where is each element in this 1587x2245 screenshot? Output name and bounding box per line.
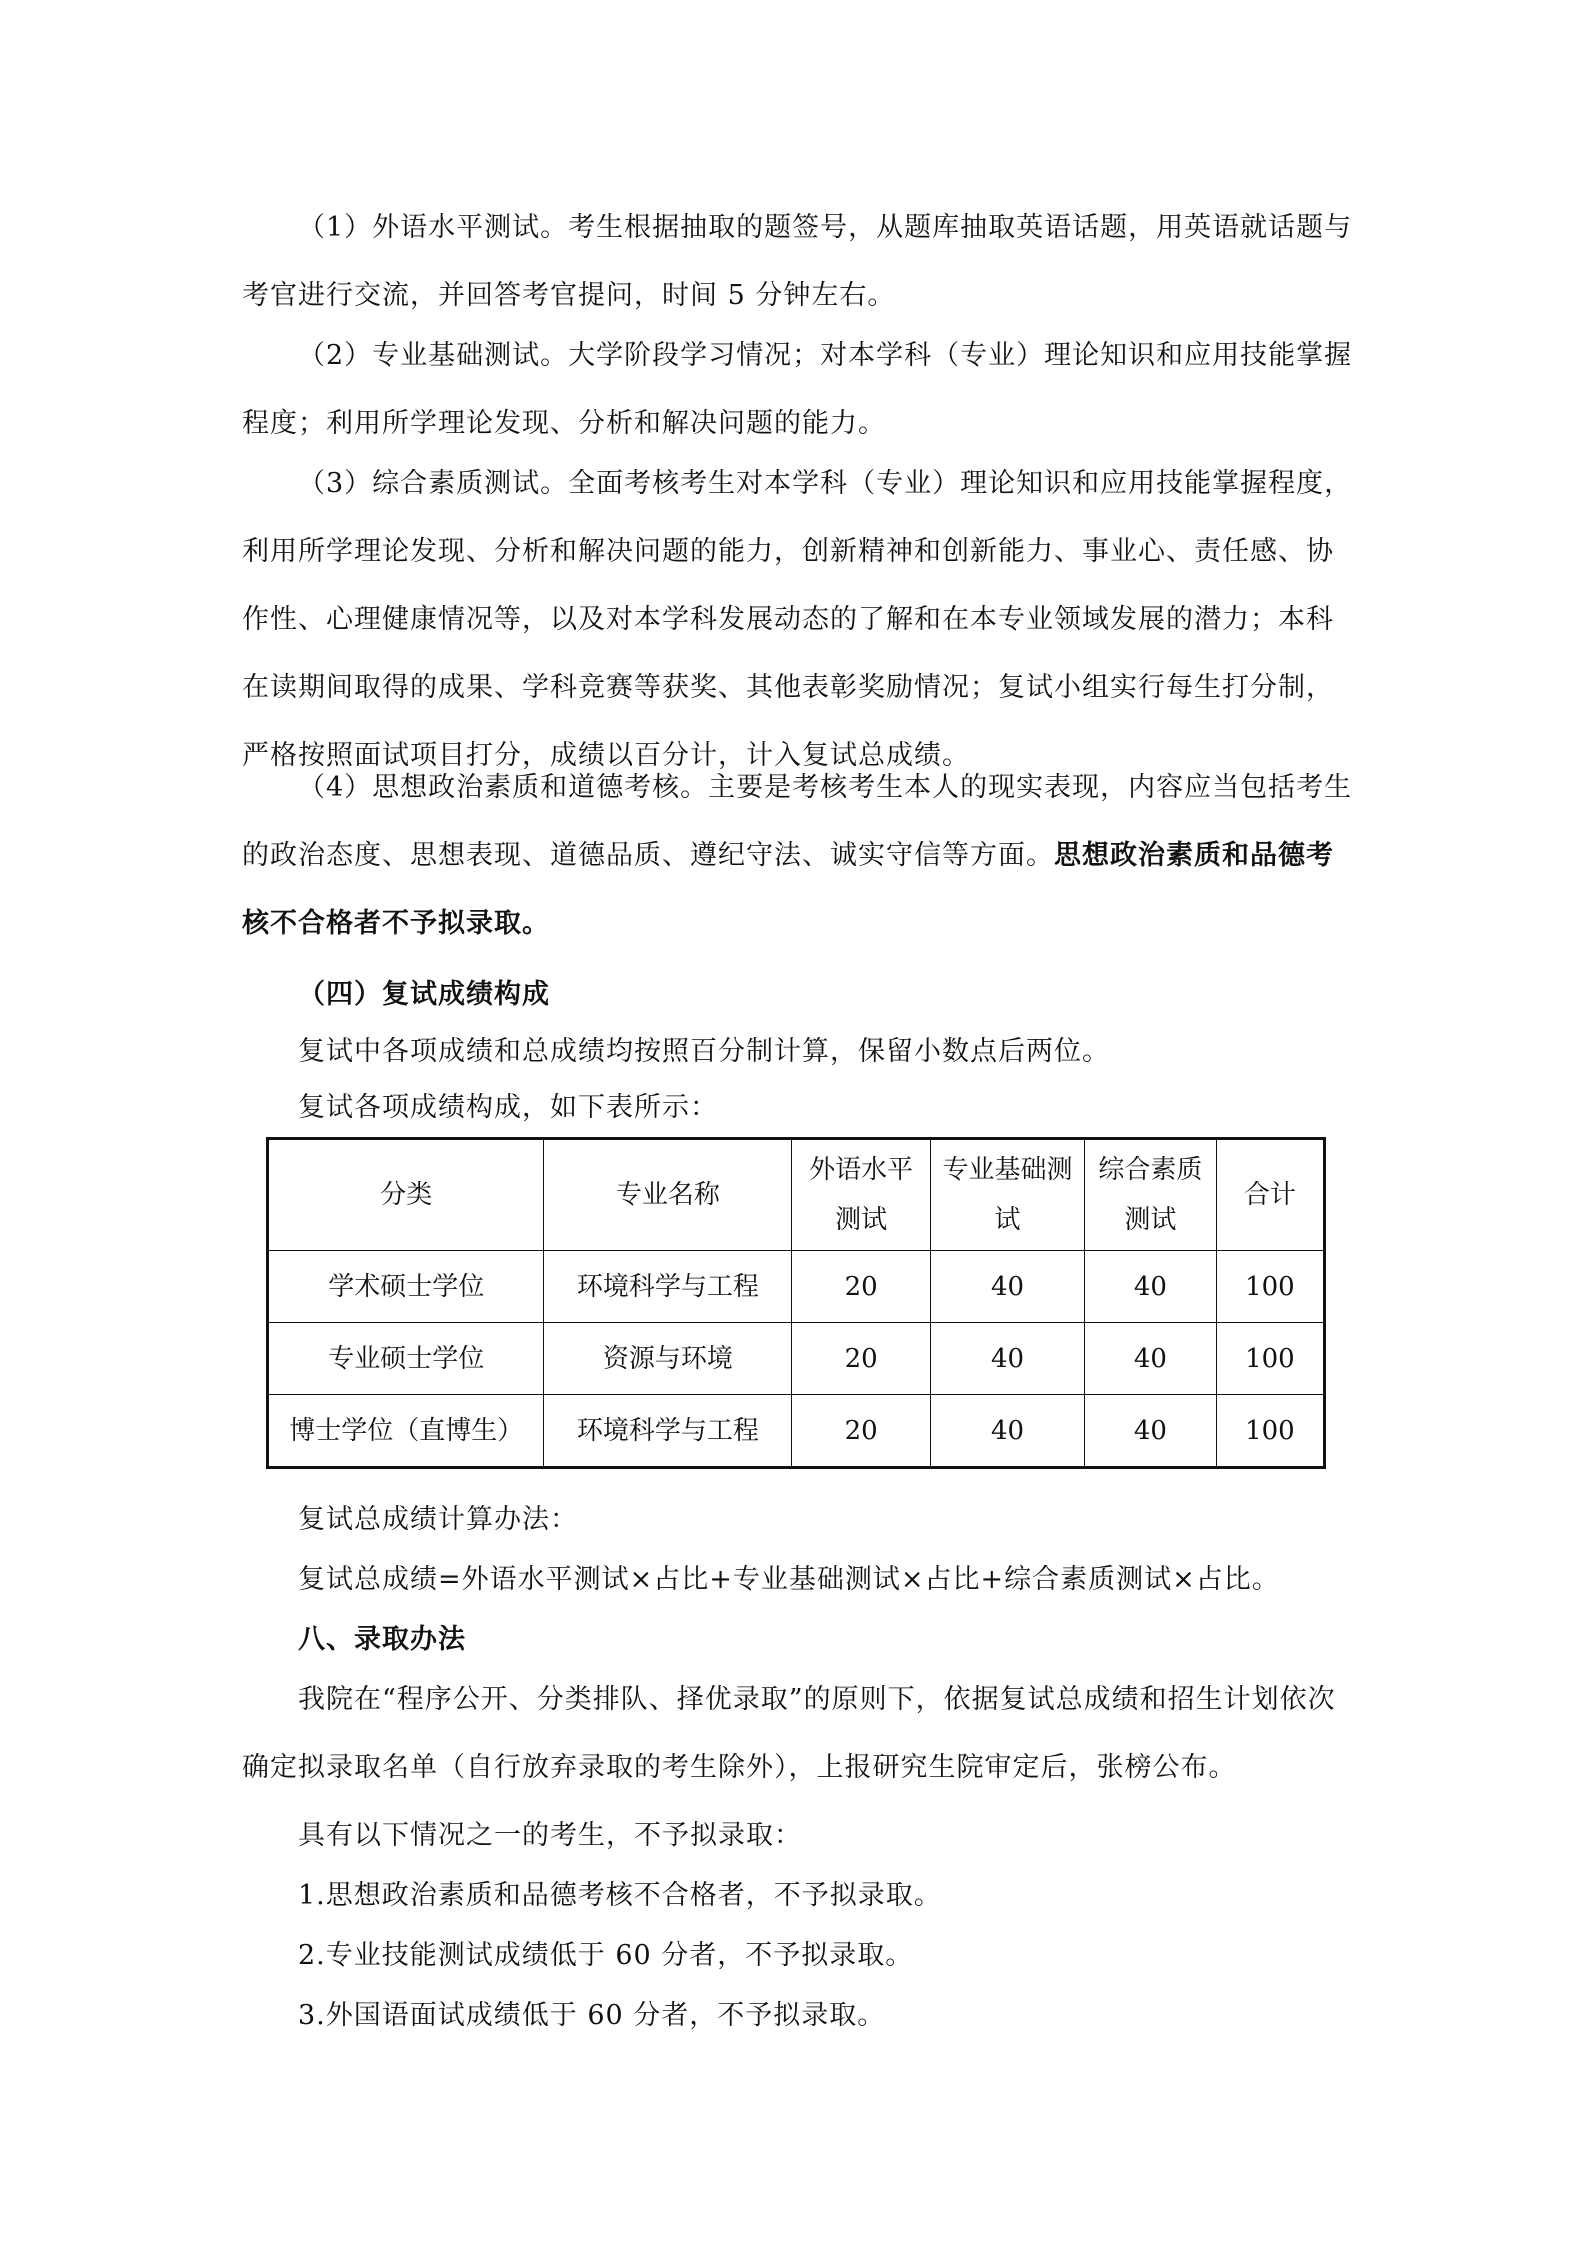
table-cell: 博士学位（直博生） [268,1395,544,1468]
table-cell: 资源与环境 [544,1323,792,1395]
table-cell: 学术硕士学位 [268,1251,544,1323]
paragraph-text: （4）思想政治素质和道德考核。主要是考核考生本人的现实表现，内容应当包括考生的政治态度、思想表现、道德品质、遵纪守法、诚实守信等方面。 [242,772,1353,871]
header-total: 合计 [1216,1139,1324,1251]
table-cell: 40 [931,1395,1085,1468]
calc-formula: 复试总成绩=外语水平测试×占比+专业基础测试×占比+综合素质测试×占比。 [298,1564,1280,1595]
section-heading-score-composition: （四）复试成绩构成 [298,979,550,1010]
header-category: 分类 [268,1139,544,1251]
list-item: 3.外国语面试成绩低于 60 分者，不予拟录取。 [298,2000,886,2031]
paragraph-text: （3）综合素质测试。全面考核考生对本学科（专业）理论知识和应用技能掌握程度，利用所学理论发现、分析和解决问题的能力，创新精神和创新能力、事业心、责任感、协作性、心理健康情况等，以及对本学科发展动态的了解和在本专业领域发展的潜力；本科在读期间取得的成果、学科竞赛等获奖、其他表彰奖励情况；复试小组实行每生打分制，严格按照面试项目打分，成绩以百分计，计入复试总成绩。 [242,468,1353,771]
table-cell: 20 [792,1395,931,1468]
table-row [268,1323,1325,1395]
score-calculation-note: 复试中各项成绩和总成绩均按照百分制计算，保留小数点后两位。 [298,1036,1110,1067]
table-cell: 环境科学与工程 [544,1251,792,1323]
header-professional-basic: 专业基础测试 [931,1139,1085,1251]
paragraph-admission-principle: 我院在“程序公开、分类排队、择优录取”的原则下，依据复试总成绩和招生计划依次确定拟录取名单（自行放弃录取的考生除外），上报研究生院审定后，张榜公布。 [242,1684,1336,1783]
table-row [268,1395,1325,1468]
paragraph-foreign-language-test: （1）外语水平测试。考生根据抽取的题签号，从题库抽取英语话题，用英语就话题与考官进行交流，并回答考官提问，时间 5 分钟左右。 [242,212,1353,311]
table-cell: 100 [1216,1395,1324,1468]
header-major-name: 专业名称 [544,1139,792,1251]
section-heading-admission: 八、录取办法 [298,1624,466,1655]
table-cell: 20 [792,1251,931,1323]
paragraph-political-moral-assessment [242,754,1354,958]
table-cell: 100 [1216,1251,1324,1323]
paragraph-professional-basic-test: （2）专业基础测试。大学阶段学习情况；对本学科（专业）理论知识和应用技能掌握程度；利用所学理论发现、分析和解决问题的能力。 [242,340,1353,439]
table-cell: 40 [931,1323,1085,1395]
table-cell: 40 [1084,1395,1216,1468]
header-comprehensive-quality: 综合素质测试 [1084,1139,1216,1251]
header-foreign-language: 外语水平测试 [792,1139,931,1251]
table-intro: 复试各项成绩构成，如下表所示： [298,1092,718,1123]
exclusion-intro: 具有以下情况之一的考生，不予拟录取： [298,1820,802,1851]
table-cell: 40 [1084,1323,1216,1395]
table-header-row [268,1139,1325,1251]
table-cell: 40 [1084,1251,1216,1323]
table-cell: 专业硕士学位 [268,1323,544,1395]
calc-method-label: 复试总成绩计算办法： [298,1504,578,1535]
table-cell: 20 [792,1323,931,1395]
score-composition-table [266,1137,1326,1469]
table-cell: 环境科学与工程 [544,1395,792,1468]
paragraph-comprehensive-quality-test [242,450,1354,790]
list-item: 1.思想政治素质和品德考核不合格者，不予拟录取。 [298,1880,942,1911]
table-cell: 40 [931,1251,1085,1323]
list-item: 2.专业技能测试成绩低于 60 分者，不予拟录取。 [298,1940,914,1971]
table-cell: 100 [1216,1323,1324,1395]
table-row [268,1251,1325,1323]
paragraph-bold-note: 思想政治素质和品德考核不合格者不予拟录取。 [242,840,1334,939]
